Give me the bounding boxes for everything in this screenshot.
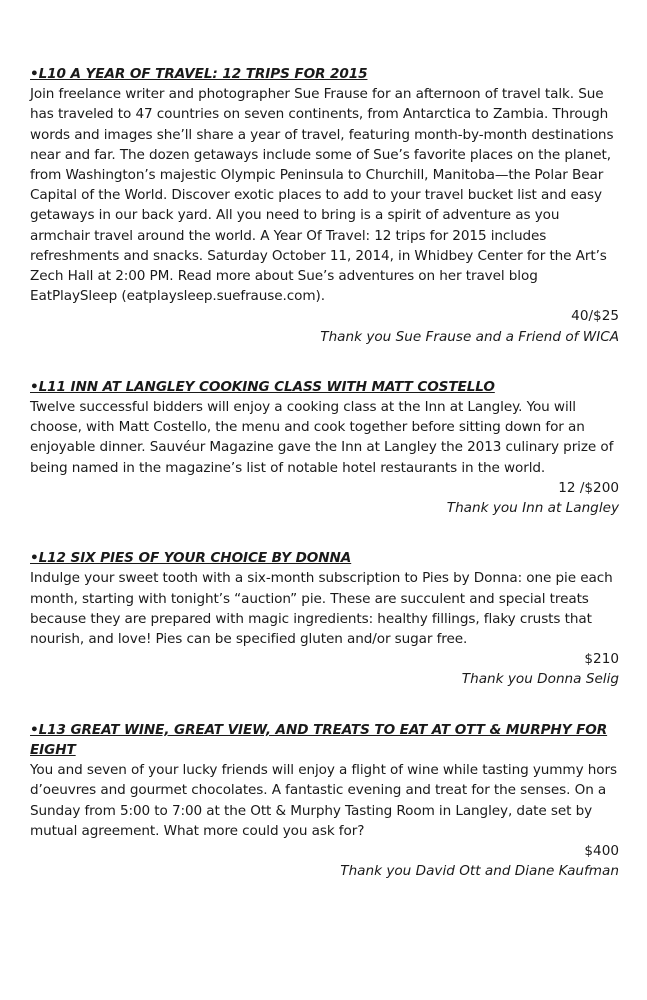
item-description: Indulge your sweet tooth with a six-month subscription to Pies by Donna: one pie each month, starting with tonight’s “auction” pie. These are succulent and special treats because they are prepared with magic ingredients: healthy fillings, flaky crusts that nourish, and love! Pies can be specified gluten and/or sugar free. xyxy=(30,570,613,648)
item-price: $210 xyxy=(584,651,619,668)
item-title: •L13 GREAT WINE, GREAT VIEW, AND TREATS TO EAT AT OTT & MURPHY FOR EIGHT xyxy=(30,721,608,758)
item-donor-thanks: Thank you David Ott and Diane Kaufman xyxy=(340,863,619,880)
item-donor-thanks: Thank you Inn at Langley xyxy=(446,500,619,517)
item-description: You and seven of your lucky friends will enjoy a flight of wine while tasting yummy hors d’oeuvres and gourmet chocolates. A fantastic evening and treat for the senses. On a Sunday from 5:00 to 7:00 at the Ott & Murphy Tasting Room in Langley, date set by mutual agreement. What more could you ask for? xyxy=(30,762,617,839)
item-title: •L12 SIX PIES OF YOUR CHOICE BY DONNA xyxy=(30,550,352,567)
item-price: $400 xyxy=(584,842,619,859)
item-price: 40/$25 xyxy=(571,308,619,325)
item-description: Join freelance writer and photographer Sue Frause for an afternoon of travel talk. Sue has traveled to 47 countries on seven continents, from Antarctica to Zambia. Through words and images she’ll share a year of travel, featuring month-by-month destinations near and far. The dozen getaways include some of Sue’s favorite places on the planet, from Washington’s majestic Olympic Peninsula to Churchill, Manitoba—the Polar Bear Capital of the World. Discover exotic places to add to your travel bucket list and easy getaways in our back yard. All you need to bring is a spirit of adventure as you armchair travel around the world. A Year Of Travel: 12 trips for 2015 includes refreshments and snacks. Saturday October 11, 2014, in Whidbey Center for the Art’s Zech Hall at 2:00 PM. Read more about Sue’s adventures on her travel blog EatPlaySleep (eatplaysleep.suefrause.com). xyxy=(30,86,614,305)
auction-catalog-page xyxy=(30,64,619,881)
item-spacer xyxy=(30,518,619,548)
item-price: 12 /$200 xyxy=(558,479,619,496)
item-donor-thanks: Thank you Donna Selig xyxy=(461,671,619,688)
item-title: •L11 INN AT LANGLEY COOKING CLASS WITH MATT COSTELLO xyxy=(30,378,495,395)
item-donor-thanks: Thank you Sue Frause and a Friend of WICA xyxy=(320,328,619,345)
item-description: Twelve successful bidders will enjoy a cooking class at the Inn at Langley. You will choose, with Matt Costello, the menu and cook together before sitting down for an enjoyable dinner. Sauvéur Magazine gave the Inn at Langley the 2013 culinary prize of being named in the magazine’s list of notable hotel restaurants in the world. xyxy=(30,399,614,476)
item-spacer xyxy=(30,690,619,720)
auction-item-l13 xyxy=(30,720,619,882)
auction-item-l12 xyxy=(30,548,619,689)
item-title: •L10 A YEAR OF TRAVEL: 12 TRIPS FOR 2015 xyxy=(30,66,368,82)
item-spacer xyxy=(30,347,619,377)
auction-item-l11 xyxy=(30,377,619,518)
auction-item-l10 xyxy=(30,64,619,347)
